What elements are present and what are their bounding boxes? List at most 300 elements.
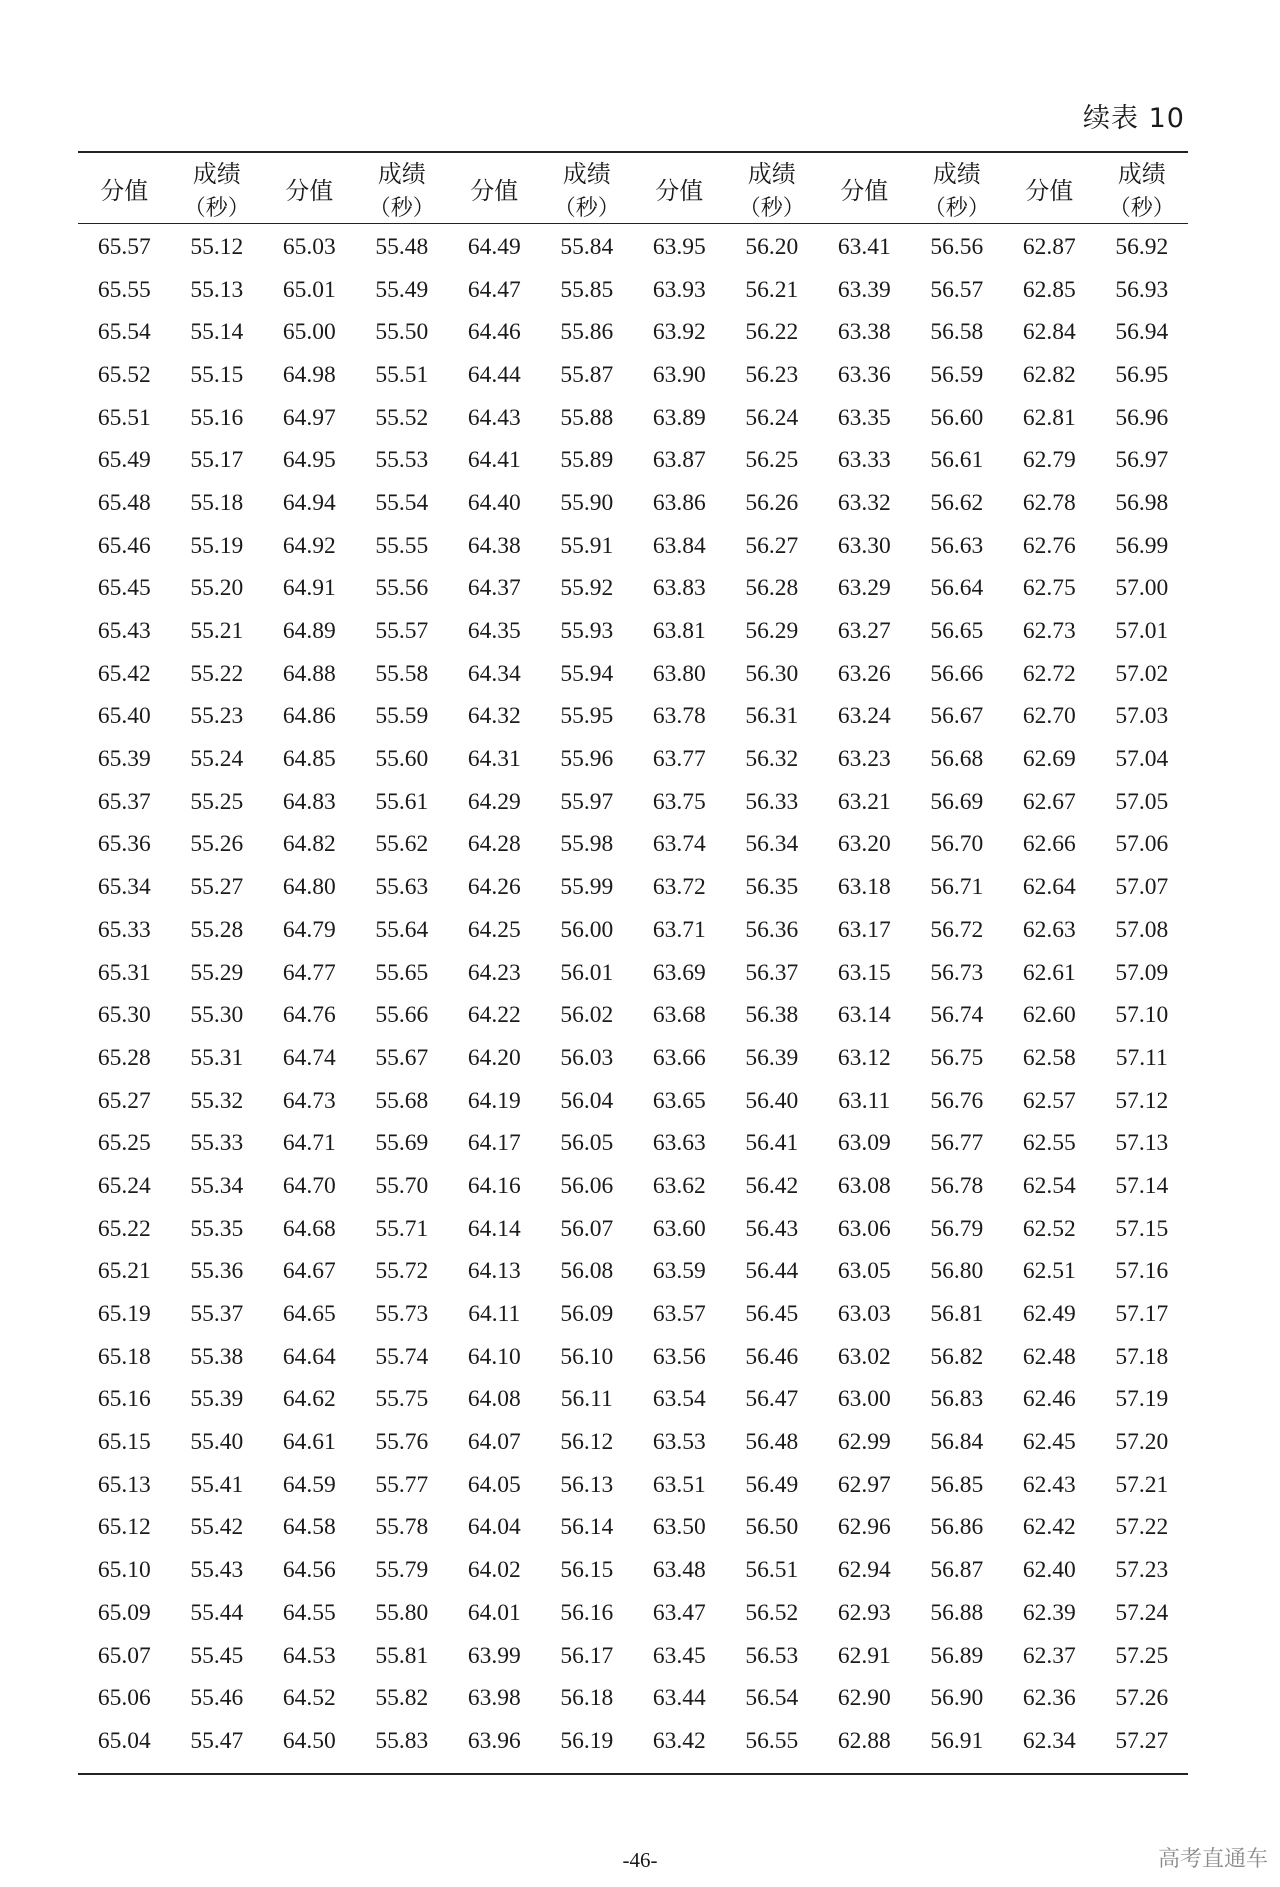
- table-row: [78, 1635, 1188, 1678]
- score-cell: 63.53: [652, 1429, 706, 1456]
- score-cell: 63.75: [652, 788, 706, 815]
- table-row: [78, 397, 1188, 440]
- score-cell: 62.76: [1022, 532, 1076, 559]
- result-cell: 55.88: [560, 404, 614, 431]
- result-cell: 56.06: [560, 1172, 614, 1199]
- result-cell: 57.14: [1115, 1172, 1169, 1199]
- score-cell: 63.80: [652, 660, 706, 687]
- result-cell: 55.29: [190, 959, 244, 986]
- result-cell: 55.96: [560, 746, 614, 773]
- score-cell: 64.92: [282, 532, 336, 559]
- result-cell: 55.26: [190, 831, 244, 858]
- result-cell: 57.23: [1115, 1557, 1169, 1584]
- result-cell: 57.27: [1115, 1727, 1169, 1754]
- score-cell: 65.43: [97, 618, 151, 645]
- result-cell: 55.59: [375, 703, 429, 730]
- result-cell: 56.40: [745, 1087, 799, 1114]
- result-cell: 56.25: [745, 447, 799, 474]
- score-cell: 64.73: [282, 1087, 336, 1114]
- score-cell: 64.05: [467, 1471, 521, 1498]
- score-cell: 63.78: [652, 703, 706, 730]
- score-cell: 65.12: [97, 1514, 151, 1541]
- score-cell: 64.37: [467, 575, 521, 602]
- score-cell: 64.17: [467, 1130, 521, 1157]
- result-cell: 55.82: [375, 1685, 429, 1712]
- result-cell: 55.28: [190, 916, 244, 943]
- result-cell: 55.86: [560, 319, 614, 346]
- score-cell: 64.71: [282, 1130, 336, 1157]
- table-row: [78, 1251, 1188, 1294]
- table-row: [78, 1293, 1188, 1336]
- result-cell: 56.82: [930, 1343, 984, 1370]
- score-cell: 64.19: [467, 1087, 521, 1114]
- score-cell: 64.82: [282, 831, 336, 858]
- table-row: [78, 269, 1188, 312]
- score-cell: 63.59: [652, 1258, 706, 1285]
- score-cell: 63.44: [652, 1685, 706, 1712]
- result-cell: 56.86: [930, 1514, 984, 1541]
- score-cell: 63.15: [837, 959, 891, 986]
- score-cell: 64.50: [282, 1727, 336, 1754]
- score-cell: 64.74: [282, 1044, 336, 1071]
- table-row: [78, 1037, 1188, 1080]
- result-cell: 56.19: [560, 1727, 614, 1754]
- result-cell: 57.00: [1115, 575, 1169, 602]
- result-cell: 56.55: [745, 1727, 799, 1754]
- result-cell: 55.32: [190, 1087, 244, 1114]
- table-row: [78, 909, 1188, 952]
- result-cell: 56.76: [930, 1087, 984, 1114]
- score-cell: 64.83: [282, 788, 336, 815]
- result-cell: 55.41: [190, 1471, 244, 1498]
- table-row: [78, 1720, 1188, 1774]
- header-score: 分值: [1025, 176, 1074, 205]
- result-cell: 56.59: [930, 361, 984, 388]
- result-cell: 56.84: [930, 1429, 984, 1456]
- score-cell: 63.38: [837, 319, 891, 346]
- result-cell: 55.99: [560, 874, 614, 901]
- result-cell: 55.53: [375, 447, 429, 474]
- header-result-line1: 成绩: [562, 160, 611, 188]
- score-cell: 65.04: [97, 1727, 151, 1754]
- score-cell: 62.93: [837, 1599, 891, 1626]
- score-cell: 64.76: [282, 1002, 336, 1029]
- score-cell: 65.34: [97, 874, 151, 901]
- score-cell: 64.80: [282, 874, 336, 901]
- result-cell: 55.23: [190, 703, 244, 730]
- header-result: [1096, 152, 1189, 224]
- score-cell: 65.39: [97, 746, 151, 773]
- score-cell: 64.13: [467, 1258, 521, 1285]
- score-cell: 62.39: [1022, 1599, 1076, 1626]
- score-cell: 65.13: [97, 1471, 151, 1498]
- score-cell: 65.49: [97, 447, 151, 474]
- score-cell: 65.18: [97, 1343, 151, 1370]
- result-cell: 55.83: [375, 1727, 429, 1754]
- result-cell: 55.39: [190, 1386, 244, 1413]
- score-cell: 63.08: [837, 1172, 891, 1199]
- score-cell: 65.16: [97, 1386, 151, 1413]
- score-cell: 64.46: [467, 319, 521, 346]
- score-cell: 63.68: [652, 1002, 706, 1029]
- score-cell: 63.30: [837, 532, 891, 559]
- table-row: [78, 482, 1188, 525]
- score-cell: 63.48: [652, 1557, 706, 1584]
- score-cell: 63.24: [837, 703, 891, 730]
- table-row: [78, 354, 1188, 397]
- result-cell: 56.44: [745, 1258, 799, 1285]
- score-cell: 65.07: [97, 1642, 151, 1669]
- result-cell: 56.31: [745, 703, 799, 730]
- result-cell: 55.22: [190, 660, 244, 687]
- score-cell: 64.62: [282, 1386, 336, 1413]
- table-row: [78, 653, 1188, 696]
- score-cell: 63.12: [837, 1044, 891, 1071]
- result-cell: 55.95: [560, 703, 614, 730]
- result-cell: 55.34: [190, 1172, 244, 1199]
- header-result-line2: （秒）: [183, 196, 250, 221]
- result-cell: 56.24: [745, 404, 799, 431]
- result-cell: 56.15: [560, 1557, 614, 1584]
- header-result: [171, 152, 264, 224]
- score-cell: 64.10: [467, 1343, 521, 1370]
- score-cell: 64.89: [282, 618, 336, 645]
- result-cell: 55.69: [375, 1130, 429, 1157]
- score-cell: 63.14: [837, 1002, 891, 1029]
- result-cell: 56.81: [930, 1301, 984, 1328]
- score-cell: 65.52: [97, 361, 151, 388]
- score-cell: 62.45: [1022, 1429, 1076, 1456]
- score-cell: 64.95: [282, 447, 336, 474]
- score-cell: 64.68: [282, 1215, 336, 1242]
- result-cell: 55.40: [190, 1429, 244, 1456]
- result-cell: 56.99: [1115, 532, 1169, 559]
- score-cell: 63.77: [652, 746, 706, 773]
- result-cell: 55.21: [190, 618, 244, 645]
- score-cell: 64.91: [282, 575, 336, 602]
- result-cell: 55.67: [375, 1044, 429, 1071]
- score-cell: 63.60: [652, 1215, 706, 1242]
- score-cell: 64.67: [282, 1258, 336, 1285]
- result-cell: 56.54: [745, 1685, 799, 1712]
- score-cell: 62.52: [1022, 1215, 1076, 1242]
- score-cell: 63.35: [837, 404, 891, 431]
- result-cell: 56.57: [930, 276, 984, 303]
- score-cell: 62.46: [1022, 1386, 1076, 1413]
- score-cell: 64.31: [467, 746, 521, 773]
- score-cell: 64.98: [282, 361, 336, 388]
- result-cell: 55.33: [190, 1130, 244, 1157]
- score-cell: 62.69: [1022, 746, 1076, 773]
- score-cell: 63.18: [837, 874, 891, 901]
- score-cell: 64.53: [282, 1642, 336, 1669]
- result-cell: 57.17: [1115, 1301, 1169, 1328]
- result-cell: 56.04: [560, 1087, 614, 1114]
- result-cell: 55.45: [190, 1642, 244, 1669]
- result-cell: 57.21: [1115, 1471, 1169, 1498]
- score-cell: 64.07: [467, 1429, 521, 1456]
- result-cell: 56.80: [930, 1258, 984, 1285]
- result-cell: 55.64: [375, 916, 429, 943]
- score-cell: 62.57: [1022, 1087, 1076, 1114]
- score-cell: 62.84: [1022, 319, 1076, 346]
- result-cell: 55.78: [375, 1514, 429, 1541]
- table-header-row: [78, 152, 1188, 224]
- header-result-line1: 成绩: [932, 160, 981, 188]
- result-cell: 56.37: [745, 959, 799, 986]
- score-cell: 63.33: [837, 447, 891, 474]
- result-cell: 56.42: [745, 1172, 799, 1199]
- score-cell: 64.04: [467, 1514, 521, 1541]
- result-cell: 56.77: [930, 1130, 984, 1157]
- result-cell: 55.73: [375, 1301, 429, 1328]
- score-cell: 63.99: [467, 1642, 521, 1669]
- result-cell: 55.89: [560, 447, 614, 474]
- result-cell: 56.50: [745, 1514, 799, 1541]
- result-cell: 55.85: [560, 276, 614, 303]
- score-cell: 62.60: [1022, 1002, 1076, 1029]
- result-cell: 56.14: [560, 1514, 614, 1541]
- result-cell: 56.39: [745, 1044, 799, 1071]
- score-cell: 65.37: [97, 788, 151, 815]
- result-cell: 55.30: [190, 1002, 244, 1029]
- result-cell: 55.24: [190, 746, 244, 773]
- header-result-line1: 成绩: [747, 160, 796, 188]
- score-cell: 63.27: [837, 618, 891, 645]
- table-row: [78, 1507, 1188, 1550]
- score-cell: 62.91: [837, 1642, 891, 1669]
- result-cell: 57.10: [1115, 1002, 1169, 1029]
- score-cell: 63.09: [837, 1130, 891, 1157]
- result-cell: 55.43: [190, 1557, 244, 1584]
- score-cell: 65.00: [282, 319, 336, 346]
- score-cell: 63.42: [652, 1727, 706, 1754]
- result-cell: 56.83: [930, 1386, 984, 1413]
- score-cell: 62.43: [1022, 1471, 1076, 1498]
- result-cell: 56.16: [560, 1599, 614, 1626]
- watermark: 高考直通车: [1157, 1847, 1268, 1872]
- header-score: 分值: [470, 176, 519, 205]
- score-cell: 65.51: [97, 404, 151, 431]
- result-cell: 56.89: [930, 1642, 984, 1669]
- header-score: 分值: [285, 176, 334, 205]
- score-cell: 64.43: [467, 404, 521, 431]
- score-cell: 63.57: [652, 1301, 706, 1328]
- result-cell: 55.49: [375, 276, 429, 303]
- header-result-line2: （秒）: [553, 196, 620, 221]
- result-cell: 55.19: [190, 532, 244, 559]
- score-cell: 62.72: [1022, 660, 1076, 687]
- result-cell: 55.46: [190, 1685, 244, 1712]
- score-cell: 63.96: [467, 1727, 521, 1754]
- result-cell: 55.27: [190, 874, 244, 901]
- result-cell: 56.72: [930, 916, 984, 943]
- score-cell: 65.19: [97, 1301, 151, 1328]
- header-result: [541, 152, 634, 224]
- table-row: [78, 781, 1188, 824]
- score-cell: 63.45: [652, 1642, 706, 1669]
- table-row: [78, 696, 1188, 739]
- result-cell: 55.63: [375, 874, 429, 901]
- score-cell: 62.70: [1022, 703, 1076, 730]
- result-cell: 56.13: [560, 1471, 614, 1498]
- score-cell: 65.46: [97, 532, 151, 559]
- score-cell: 65.24: [97, 1172, 151, 1199]
- result-cell: 55.38: [190, 1343, 244, 1370]
- score-cell: 64.85: [282, 746, 336, 773]
- result-cell: 55.92: [560, 575, 614, 602]
- result-cell: 55.17: [190, 447, 244, 474]
- score-cell: 62.96: [837, 1514, 891, 1541]
- table-row: [78, 568, 1188, 611]
- result-cell: 56.68: [930, 746, 984, 773]
- score-cell: 65.45: [97, 575, 151, 602]
- result-cell: 56.52: [745, 1599, 799, 1626]
- result-cell: 56.88: [930, 1599, 984, 1626]
- result-cell: 55.12: [190, 233, 244, 260]
- score-cell: 62.99: [837, 1429, 891, 1456]
- score-cell: 64.94: [282, 489, 336, 516]
- result-cell: 56.35: [745, 874, 799, 901]
- result-cell: 55.56: [375, 575, 429, 602]
- score-cell: 63.05: [837, 1258, 891, 1285]
- header-result-line1: 成绩: [192, 160, 241, 188]
- score-cell: 62.51: [1022, 1258, 1076, 1285]
- score-cell: 63.26: [837, 660, 891, 687]
- result-cell: 55.14: [190, 319, 244, 346]
- result-cell: 55.76: [375, 1429, 429, 1456]
- result-cell: 56.00: [560, 916, 614, 943]
- result-cell: 56.29: [745, 618, 799, 645]
- score-cell: 63.62: [652, 1172, 706, 1199]
- score-cell: 63.03: [837, 1301, 891, 1328]
- score-cell: 65.36: [97, 831, 151, 858]
- result-cell: 56.91: [930, 1727, 984, 1754]
- result-cell: 56.94: [1115, 319, 1169, 346]
- score-cell: 63.84: [652, 532, 706, 559]
- score-cell: 63.36: [837, 361, 891, 388]
- score-cell: 64.65: [282, 1301, 336, 1328]
- result-cell: 56.11: [560, 1386, 613, 1413]
- score-cell: 64.49: [467, 233, 521, 260]
- score-cell: 65.33: [97, 916, 151, 943]
- score-cell: 65.10: [97, 1557, 151, 1584]
- score-cell: 65.06: [97, 1685, 151, 1712]
- score-cell: 63.51: [652, 1471, 706, 1498]
- result-cell: 57.01: [1115, 618, 1169, 645]
- score-cell: 65.54: [97, 319, 151, 346]
- result-cell: 56.46: [745, 1343, 799, 1370]
- result-cell: 56.12: [560, 1429, 614, 1456]
- result-cell: 55.47: [190, 1727, 244, 1754]
- result-cell: 55.13: [190, 276, 244, 303]
- score-cell: 64.35: [467, 618, 521, 645]
- table-row: [78, 1677, 1188, 1720]
- result-cell: 55.60: [375, 746, 429, 773]
- score-cell: 62.85: [1022, 276, 1076, 303]
- score-cell: 64.23: [467, 959, 521, 986]
- page-number: -46-: [622, 1848, 658, 1872]
- result-cell: 55.15: [190, 361, 244, 388]
- result-cell: 57.02: [1115, 660, 1169, 687]
- result-cell: 56.64: [930, 575, 984, 602]
- score-cell: 62.67: [1022, 788, 1076, 815]
- result-cell: 55.16: [190, 404, 244, 431]
- result-cell: 55.87: [560, 361, 614, 388]
- score-cell: 64.40: [467, 489, 521, 516]
- result-cell: 57.08: [1115, 916, 1169, 943]
- result-cell: 55.54: [375, 489, 429, 516]
- result-cell: 57.25: [1115, 1642, 1169, 1669]
- score-cell: 64.34: [467, 660, 521, 687]
- header-result: [356, 152, 449, 224]
- result-cell: 57.20: [1115, 1429, 1169, 1456]
- result-cell: 56.62: [930, 489, 984, 516]
- table-row: [78, 1080, 1188, 1123]
- result-cell: 56.41: [745, 1130, 799, 1157]
- score-cell: 63.41: [837, 233, 891, 260]
- result-cell: 55.31: [190, 1044, 244, 1071]
- score-cell: 62.49: [1022, 1301, 1076, 1328]
- score-cell: 63.98: [467, 1685, 521, 1712]
- score-cell: 64.61: [282, 1429, 336, 1456]
- table-row: [78, 1421, 1188, 1464]
- score-cell: 65.27: [97, 1087, 151, 1114]
- score-cell: 64.56: [282, 1557, 336, 1584]
- result-cell: 55.57: [375, 618, 429, 645]
- header-result-line2: （秒）: [738, 196, 805, 221]
- result-cell: 56.38: [745, 1002, 799, 1029]
- result-cell: 57.18: [1115, 1343, 1169, 1370]
- result-cell: 55.65: [375, 959, 429, 986]
- result-cell: 56.26: [745, 489, 799, 516]
- result-cell: 55.81: [375, 1642, 429, 1669]
- score-cell: 64.26: [467, 874, 521, 901]
- score-cell: 65.22: [97, 1215, 151, 1242]
- score-cell: 64.47: [467, 276, 521, 303]
- result-cell: 56.69: [930, 788, 984, 815]
- score-cell: 63.63: [652, 1130, 706, 1157]
- score-cell: 64.28: [467, 831, 521, 858]
- result-cell: 56.78: [930, 1172, 984, 1199]
- score-cell: 62.75: [1022, 575, 1076, 602]
- score-cell: 64.14: [467, 1215, 521, 1242]
- score-cell: 63.72: [652, 874, 706, 901]
- result-cell: 55.79: [375, 1557, 429, 1584]
- score-cell: 65.40: [97, 703, 151, 730]
- result-cell: 56.93: [1115, 276, 1169, 303]
- table-row: [78, 952, 1188, 995]
- header-result-line2: （秒）: [368, 196, 435, 221]
- result-cell: 55.18: [190, 489, 244, 516]
- table-row: [78, 994, 1188, 1037]
- result-cell: 55.93: [560, 618, 614, 645]
- score-cell: 64.58: [282, 1514, 336, 1541]
- score-cell: 64.20: [467, 1044, 521, 1071]
- result-cell: 57.15: [1115, 1215, 1169, 1242]
- score-cell: 65.25: [97, 1130, 151, 1157]
- score-table: [78, 151, 1188, 1775]
- result-cell: 56.30: [745, 660, 799, 687]
- header-result: [911, 152, 1004, 224]
- score-cell: 63.54: [652, 1386, 706, 1413]
- score-cell: 65.31: [97, 959, 151, 986]
- score-cell: 64.38: [467, 532, 521, 559]
- score-cell: 65.01: [282, 276, 336, 303]
- result-cell: 56.05: [560, 1130, 614, 1157]
- table-row: [78, 1549, 1188, 1592]
- table-row: [78, 738, 1188, 781]
